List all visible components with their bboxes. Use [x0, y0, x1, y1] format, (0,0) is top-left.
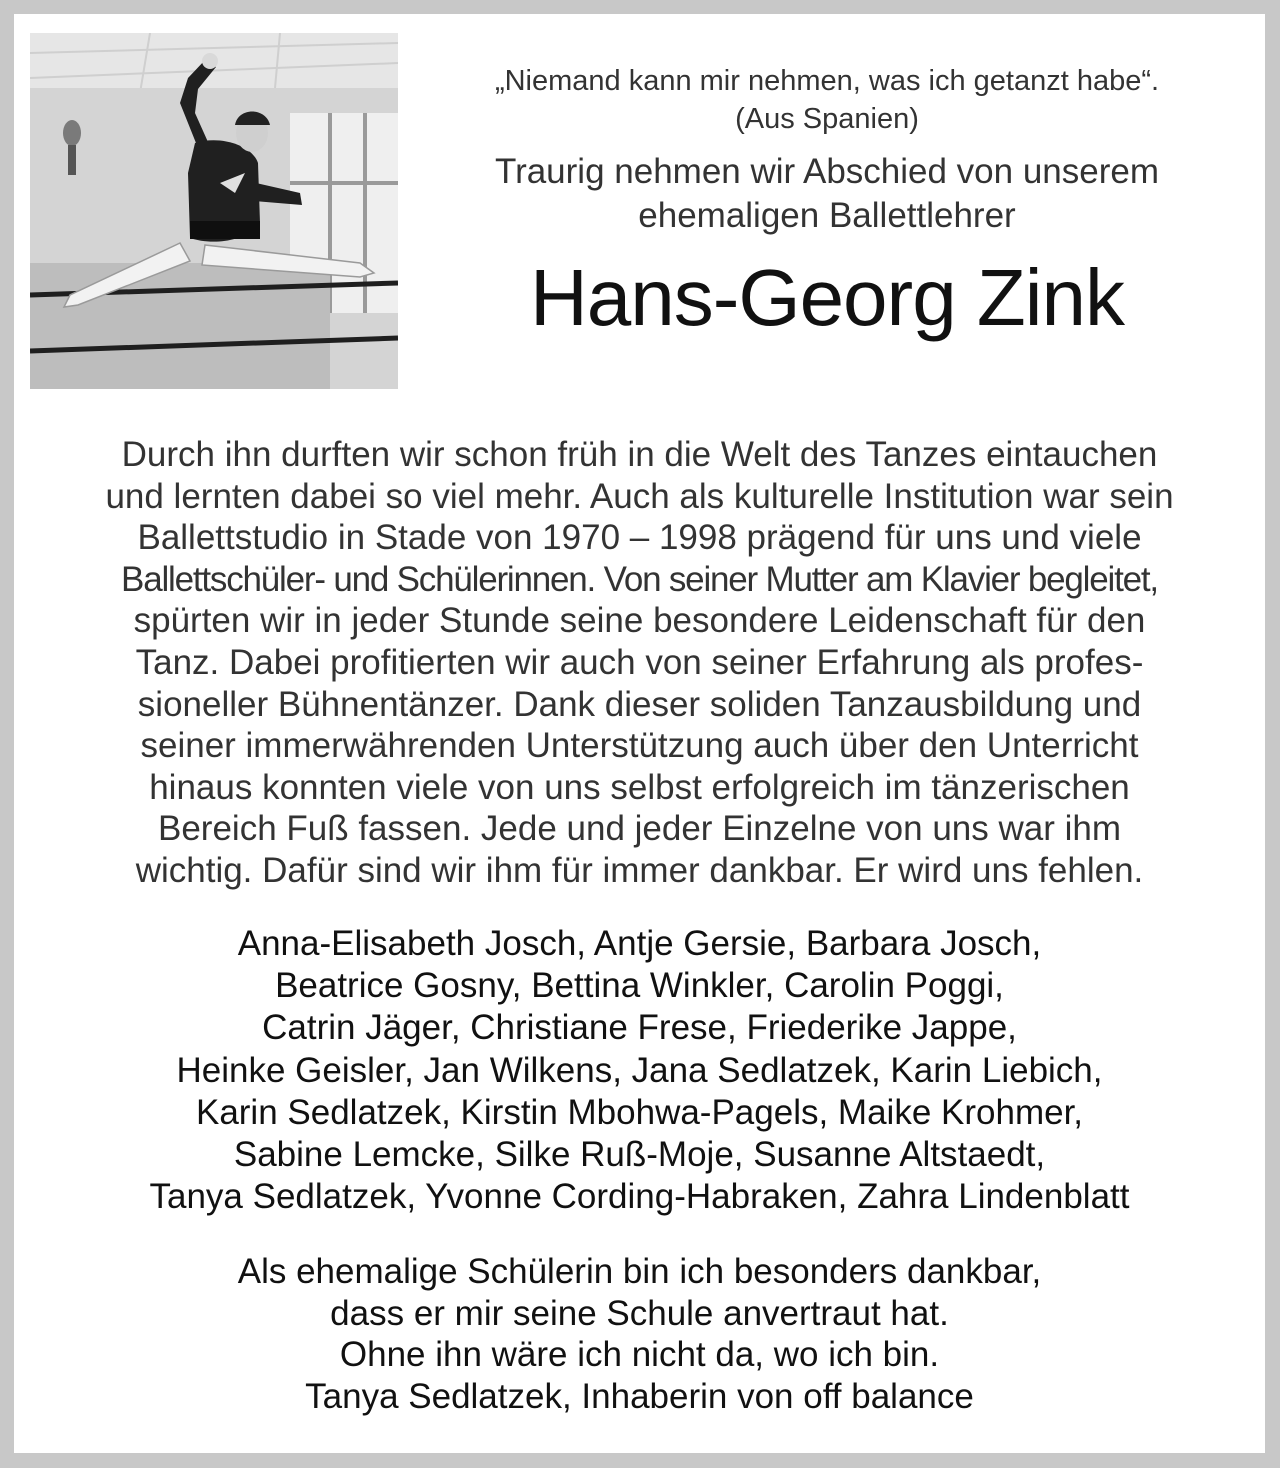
- tribute-line: Ballettstudio in Stade von 1970 – 1998 prägend für uns und viele: [137, 518, 1142, 558]
- epigraph-origin: (Aus Spanien): [735, 103, 919, 135]
- deceased-name: Hans-Georg Zink: [529, 253, 1125, 342]
- closing-line: Als ehemalige Schülerin bin ich besonders dankbar,: [237, 1252, 1042, 1291]
- closing-statement: [38, 1251, 1241, 1417]
- tribute-paragraph: [38, 434, 1241, 892]
- signers-line: Sabine Lemcke, Silke Ruß-Moje, Susanne Altstaedt,: [233, 1135, 1046, 1175]
- tribute-line: spürten wir in jeder Stunde seine besondere Leidenschaft für den: [133, 601, 1146, 641]
- tribute-line: Durch ihn durften wir schon früh in die Welt des Tanzes eintauchen: [121, 435, 1158, 474]
- tribute-line: Ballettschüler- und Schülerinnen. Von seiner Mutter am Klavier begleitet,: [121, 559, 1158, 599]
- signers-line: Anna-Elisabeth Josch, Antje Gersie, Barbara Josch,: [237, 924, 1042, 963]
- dancer-leap-photo: [30, 33, 398, 389]
- signers-line: Heinke Geisler, Jan Wilkens, Jana Sedlatzek, Karin Liebich,: [176, 1050, 1103, 1090]
- farewell-intro-line: Traurig nehmen wir Abschied von unserem: [494, 152, 1160, 191]
- tribute-line: seiner immerwährenden Unterstützung auch über den Unterricht: [140, 726, 1139, 766]
- farewell-intro-line: ehemaligen Ballettlehrer: [638, 196, 1016, 235]
- obituary-notice: [14, 14, 1265, 1453]
- tribute-line: und lernten dabei so viel mehr. Auch als kulturelle Institution war sein: [105, 476, 1174, 516]
- closing-line: dass er mir seine Schule anvertraut hat.: [330, 1293, 949, 1333]
- notice-header: [412, 62, 1242, 344]
- closing-line: Ohne ihn wäre ich nicht da, wo ich bin.: [339, 1335, 940, 1374]
- dancer-photo-illustration: [30, 33, 398, 389]
- tribute-line: Bereich Fuß fassen. Jede und jeder Einzelne von uns war ihm: [157, 809, 1121, 849]
- closing-signature: Tanya Sedlatzek, Inhaberin von off balance: [305, 1376, 974, 1416]
- tribute-line: wichtig. Dafür sind wir ihm für immer dankbar. Er wird uns fehlen.: [135, 850, 1144, 890]
- signers-line: Karin Sedlatzek, Kirstin Mbohwa-Pagels, Maike Krohmer,: [195, 1092, 1084, 1132]
- signers-list: [38, 923, 1241, 1218]
- epigraph-quote: „Niemand kann mir nehmen, was ich getanzt habe“.: [494, 65, 1160, 97]
- signers-line: Catrin Jäger, Christiane Frese, Friederike Jappe,: [262, 1008, 1017, 1048]
- tribute-line: hinaus konnten viele von uns selbst erfolgreich im tänzerischen: [149, 767, 1130, 807]
- farewell-intro: [412, 150, 1242, 238]
- signers-line: Beatrice Gosny, Bettina Winkler, Carolin Poggi,: [275, 966, 1004, 1006]
- signers-line: Tanya Sedlatzek, Yvonne Cording-Habraken, Zahra Lindenblatt: [149, 1177, 1130, 1217]
- tribute-line: Tanz. Dabei profitierten wir auch von seiner Erfahrung als profes-: [135, 642, 1144, 682]
- tribute-line: sioneller Bühnentänzer. Dank dieser soliden Tanzausbildung und: [137, 684, 1142, 724]
